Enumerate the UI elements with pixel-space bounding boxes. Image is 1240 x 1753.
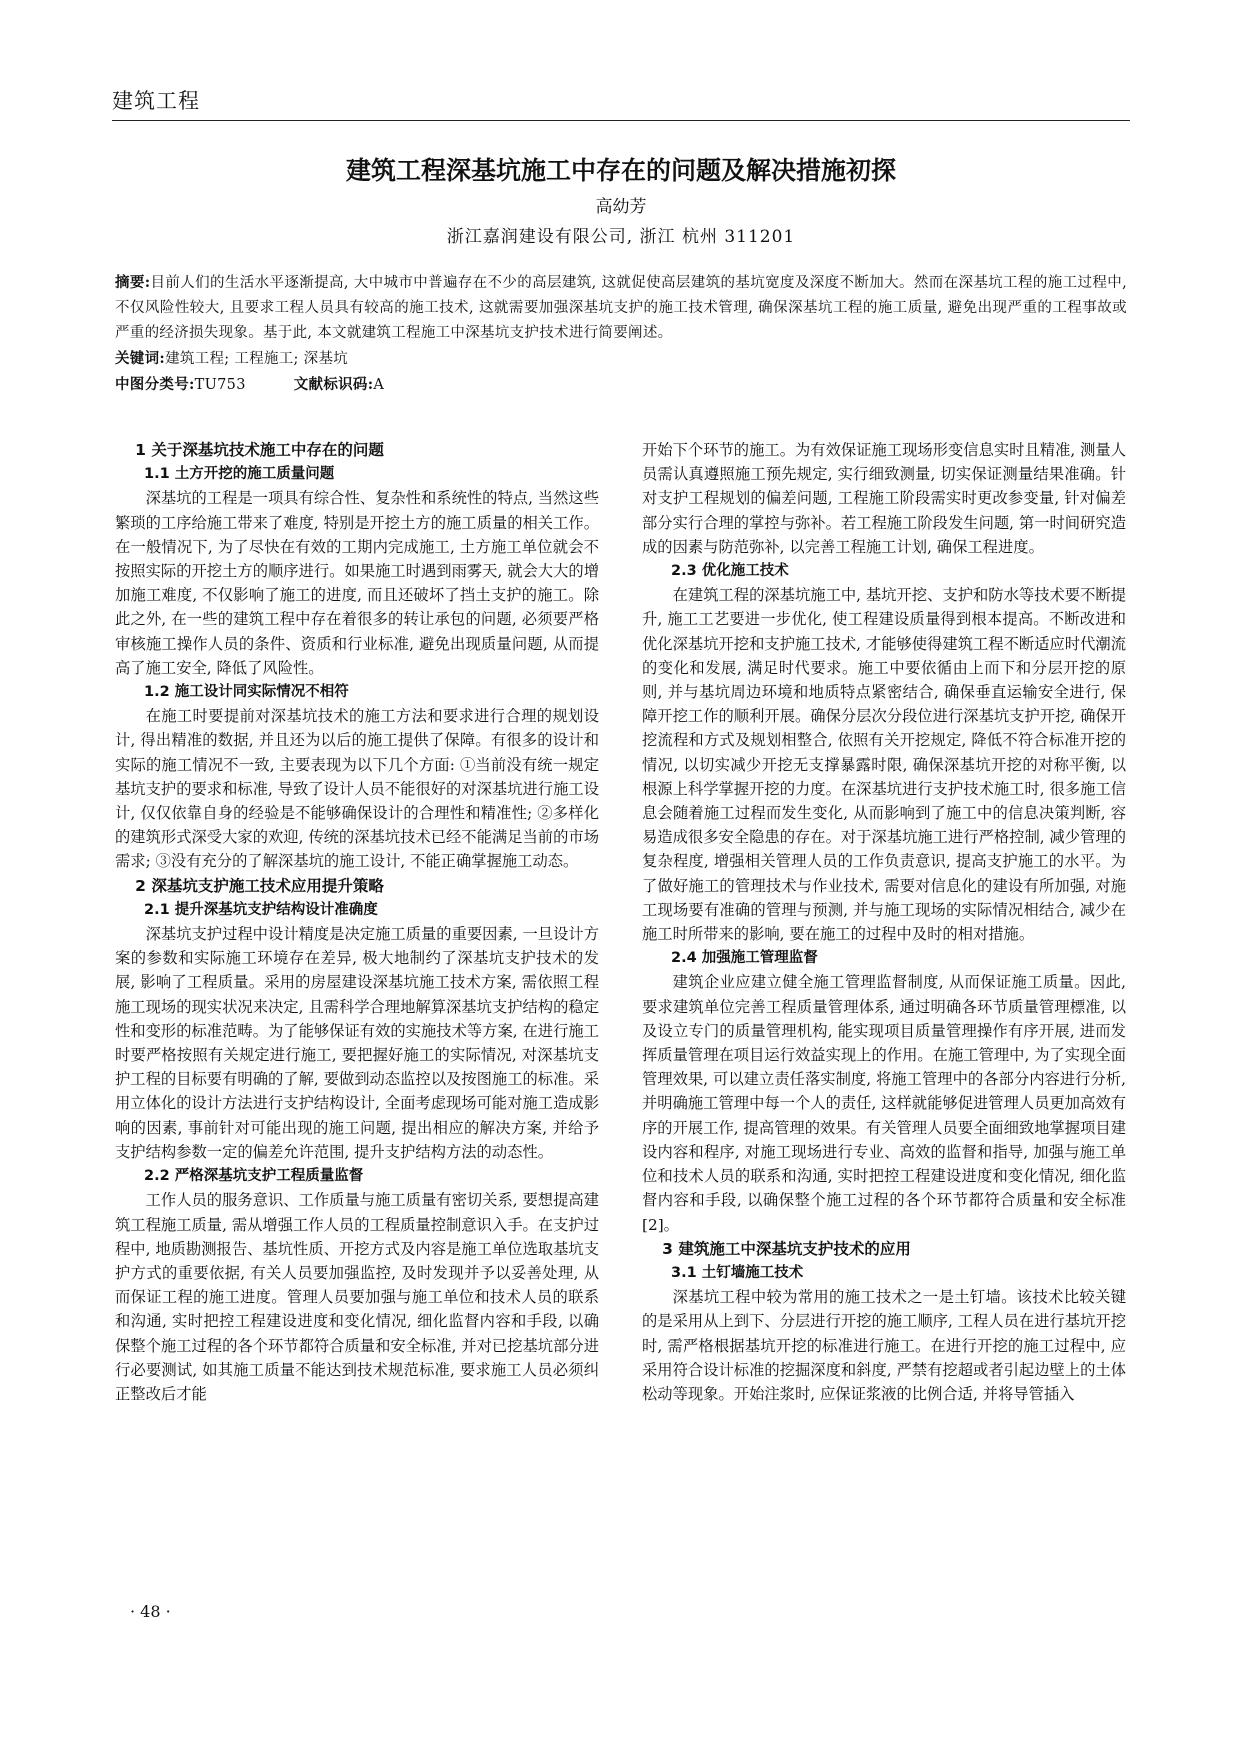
article-affiliation: 浙江嘉润建设有限公司, 浙江 杭州 311201	[446, 227, 796, 247]
clc-value: TU753	[194, 377, 246, 393]
section-1-2-paragraph: 在施工时要提前对深基坑技术的施工方法和要求进行合理的规划设计, 得出精准的数据, 并且还为以后的施工提供了保障。有很多的设计和实际的施工情况不一致, 主要表现为以下几个方面: ①当前没有统一规定基坑支护的要求和标准, 导致了设计人员不能很好的对深基坑进行施工设计, 仅仅依靠自身的经验是不能够确保设计的合理性和精准性; ②多样化的建筑形式深受大家的欢迎, 传统的深基坑技术已经不能满足当前的市场需求; ③没有充分的了解深基坑的施工设计, 不能正确掌握施工动态。	[115, 707, 599, 871]
journal-name: 建筑工程	[112, 89, 200, 113]
keywords-label: 关键词:	[115, 350, 166, 367]
section-3-1-heading: 3.1 土钉墙施工技术	[671, 1264, 804, 1281]
article-author: 高幼芳	[595, 197, 647, 217]
section-2-4-heading: 2.4 加强施工管理监督	[671, 950, 818, 967]
abstract-label: 摘要:	[115, 274, 151, 291]
section-2-3-heading: 2.3 优化施工技术	[671, 563, 789, 580]
classification-line	[115, 372, 1127, 398]
section-1-1-heading: 1.1 土方开挖的施工质量问题	[144, 466, 335, 483]
doc-code-label: 文献标识码:	[293, 376, 374, 393]
abstract-text: 目前人们的生活水平逐渐提高, 大中城市中普遍存在不少的高层建筑, 这就促使高层建筑的基坑宽度及深度不断加大。然而在深基坑工程的施工过程中, 不仅风险性较大, 且要求工程人员具有较高的施工技术, 这就需要加强深基坑支护的施工技术管理, 确保深基坑工程的施工质量, 避免出现严重的工程事故或严重的经济损失现象。基于此, 本文就建筑工程施工中深基坑支护技术进行简要阐述。	[115, 275, 1127, 341]
section-2-4-paragraph: 建筑企业应建立健全施工管理监督制度, 从而保证施工质量。因此, 要求建筑单位完善工程质量管理体系, 通过明确各环节质量管理標准, 以及设立专门的质量管理机构, 能实现项目质量管理操作有序开展, 进而发挥质量管理在项目运行效益实现上的作用。在施工管理中, 为了实现全面管理效果, 可以建立责任落实制度, 将施工管理中的各部分内容进行分析, 并明确施工管理中每一个人的责任, 这样就能够促进管理人员更加高效有序的开展工作, 提高管理的效果。有关管理人员要全面细致地掌握项目建设内容和程序, 对施工现场进行专业、高效的监督和指导, 加强与施工单位和技术人员的联系和沟通, 实时把控工程建设进度和变化情况, 细化监督内容和手段, 以确保整个施工过程的各个环节都符合质量和安全标准[2]。	[642, 973, 1126, 1234]
abstract-block	[115, 270, 1127, 398]
abstract-paragraph	[115, 270, 1127, 346]
section-2-2-heading: 2.2 严格深基坑支护工程质量监督	[144, 1168, 364, 1185]
section-2-3-paragraph: 在建筑工程的深基坑施工中, 基坑开挖、支护和防水等技术要不断提升, 施工工艺要进一步优化, 使工程建设质量得到根本提高。不断改进和优化深基坑开挖和支护施工技术, 才能够使得建筑工程不断适应时代潮流的变化和发展, 满足时代要求。施工中要依循由上而下和分层开挖的原则, 并与基坑周边环境和地质特点紧密结合, 确保垂直运输安全进行, 保障开挖工作的顺利开展。确保分层次分段位进行深基坑支护开挖, 确保开挖流程和方式及规划相整合, 依照有关开挖规定, 降低不符合标准开挖的情况, 以切实减少开挖无支撑暴露时限, 确保深基坑开挖的对称平衡, 以根源上科学掌握开挖的力度。在深基坑进行支护技术施工时, 很多施工信息会随着施工过程而发生变化, 从而影响到了施工中的信息决策判断, 容易造成很多安全隐患的存在。对于深基坑施工进行严格控制, 减少管理的复杂程度, 增强相关管理人员的工作负责意识, 提高支护施工的水平。为了做好施工的管理技术与作业技术, 需要对信息化的建设有所加强, 对施工现场要有准确的管理与预测, 并与施工现场的实际情况相结合, 减少在施工时所带来的影响, 要在施工的过程中及时的相对措施。	[642, 586, 1126, 944]
section-2-2-continued-paragraph: 开始下个环节的施工。为有效保证施工现场形变信息实时且精准, 测量人员需认真遵照施工预先规定, 实行细致测量, 切实保证测量结果准确。针对支护工程规划的偏差问题, 工程施工阶段需实时更改参变量, 针对偏差部分实行合理的掌控与弥补。若工程施工阶段发生问题, 第一时间研究造成的因素与防范弥补, 以完善工程施工计划, 确保工程进度。	[642, 441, 1126, 556]
doc-code-value: A	[373, 377, 385, 393]
section-2-heading: 2 深基坑支护施工技术应用提升策略	[135, 876, 384, 895]
section-3-heading: 3 建筑施工中深基坑支护技术的应用	[662, 1239, 911, 1258]
page-number: · 48 ·	[130, 1602, 171, 1621]
clc-label: 中图分类号:	[115, 376, 195, 393]
section-1-1-paragraph: 深基坑的工程是一项具有综合性、复杂性和系统性的特点, 当然这些繁琐的工序给施工带来了难度, 特别是开挖土方的施工质量的相关工作。在一般情况下, 为了尽快在有效的工期内完成施工, 土方施工单位就会不按照实际的开挖土方的顺序进行。如果施工时遇到雨雾天, 就会大大的增加施工难度, 不仅影响了施工的进度, 而且还破坏了挡土支护的施工。除此之外, 在一些的建筑工程中存在着很多的转让承包的问题, 必须要严格审核施工操作人员的条件、资质和行业标准, 避免出现质量问题, 从而提高了施工安全, 降低了风险性。	[115, 489, 599, 677]
left-column	[115, 438, 599, 1406]
section-1-2-heading: 1.2 施工设计同实际情况不相符	[144, 684, 349, 701]
section-1-heading: 1 关于深基坑技术施工中存在的问题	[135, 441, 384, 459]
section-2-1-paragraph: 深基坑支护过程中设计精度是决定施工质量的重要因素, 一旦设计方案的参数和实际施工环境存在差异, 极大地制约了深基坑支护技术的发展, 影响了工程质量。采用的房屋建设深基坑施工技术方案, 需依照工程施工现场的现实状况来决定, 且需科学合理地解算深基坑支护结构的稳定性和变形的标准范畴。为了能够保证有效的实施技术等方案, 在进行施工时要严格按照有关规定进行施工, 要把握好施工的实际情况, 对深基坑支护工程的目标要有明确的了解, 要做到动态监控以及按图施工的标准。采用立体化的设计方法进行支护结构设计, 全面考虑现场可能对施工造成影响的因素, 事前针对可能出现的施工问题, 提出相应的解决方案, 并给予支护结构参数一定的偏差允许范围, 提升支护结构方法的动态性。	[115, 925, 599, 1161]
right-column	[642, 438, 1126, 1406]
journal-header	[112, 86, 1130, 121]
article-title: 建筑工程深基坑施工中存在的问题及解决措施初探	[345, 156, 896, 185]
keywords-line	[115, 346, 1127, 372]
section-2-1-heading: 2.1 提升深基坑支护结构设计准确度	[144, 901, 378, 918]
section-3-1-paragraph: 深基坑工程中较为常用的施工技术之一是土钉墙。该技术比较关键的是采用从上到下、分层进行开挖的施工顺序, 工程人员在进行基坑开挖时, 需严格根据基坑开挖的标准进行施工。在进行开挖的施工过程中, 应采用符合设计标准的挖掘深度和斜度, 严禁有挖超或者引起边壁上的土体松动等现象。开始注浆时, 应保证浆液的比例合适, 并将导管插入	[642, 1288, 1126, 1403]
section-2-2-paragraph: 工作人员的服务意识、工作质量与施工质量有密切关系, 要想提高建筑工程施工质量, 需从增强工作人员的工程质量控制意识入手。在支护过程中, 地质勘测报告、基坑性质、开挖方式及内容是施工单位选取基坑支护方式的重要依据, 有关人员要加强监控, 及时发现并予以妥善处理, 从而保证工程的施工进度。管理人员要加强与施工单位和技术人员的联系和沟通, 实时把控工程建设进度和变化情况, 细化监督内容和手段, 以确保整个施工过程的各个环节都符合质量和安全标准, 并对已挖基坑部分进行必要测试, 如其施工质量不能达到技术规范标准, 要求施工人员必须纠正整改后才能	[115, 1191, 599, 1403]
keywords-text: 建筑工程; 工程施工; 深基坑	[165, 351, 349, 367]
